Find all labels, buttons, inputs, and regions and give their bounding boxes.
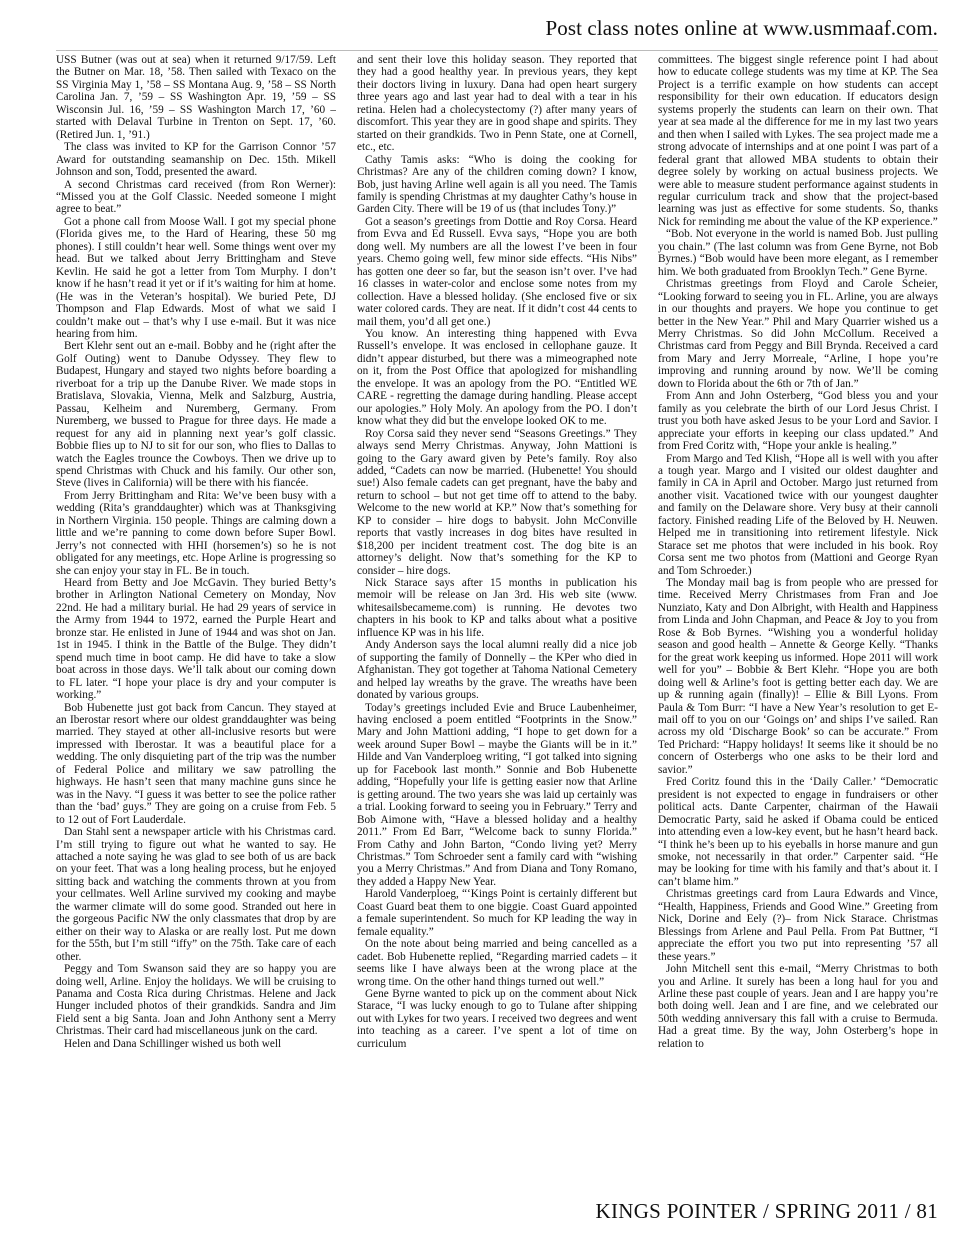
paragraph: On the note about being married and being cancelled as a cadet. Bob Hubenette replied, “Regarding married cadets – it seems like I have always been at the wrong place at the wrong time. On the other hand things turned out well.” xyxy=(357,938,637,988)
header-rule xyxy=(56,50,938,51)
column-1 xyxy=(56,54,336,1196)
paragraph: Roy Corsa said they never send “Seasons Greetings.” They always send Merry Christmas. Anyway, John Mattioni is going to the Gary award given by Pete’s family. Roy also added, “Cadets can now be married. (Hubenette! You should sue!) Also female cadets can get pregnant, have the baby and return to school – but not get time off to attend to the baby. Welcome to the new world at KP.” Now that’s something for KP to consider – hire dogs to babysit. John McConville reports that vastly increases in dog bites have resulted in $18,200 per incident treatment cost. The dog bite is an attorney’s delight. Now that’s something for the KP to consider – hire dogs. xyxy=(357,427,637,577)
paragraph: Cathy Tamis asks: “Who is doing the cooking for Christmas? Are any of the children coming down? I know, Bob, just having Arline well again is all you need. The Tamis family is spending Christmas at my daughter Cathy’s house in Garden City. There will be 19 of us (that includes Tony.)” xyxy=(357,153,637,216)
paragraph: Got a season’s greetings from Dottie and Roy Corsa. Heard from Evva and Ed Russell. Evva says, “Hope you are both dong well. My numbers are all the lowest I’ve been in four years. Chemo going well, few minor side effects. “His Nibs” has gotten one deer so far, but the season isn’t over. I’ve had 16 classes in water-color and enclose some notes from my collection. Have a blessed holiday. (She enclosed five or six water colored cards. They are neat. If it didn’t cost 44 cents to mail them, you’d all get one.) xyxy=(357,215,637,328)
paragraph: Fred Coritz found this in the ‘Daily Caller.’ “Democratic president is not expected to engage in fundraisers or other political acts. Dante Carpenter, chairman of the Hawaii Democratic Party, said he asked if Obama could be enticed into attending even a low-key event, but he hasn’t heard back. “I think he’s been up to his eyeballs in horse manure and gun smoke, not necessarily in that order.” Carpenter said. “He may be looking for time with his family and that’s about it. I can’t blame him.” xyxy=(658,776,938,888)
paragraph: Christmas greetings from Floyd and Carole Scheier, “Looking forward to seeing you in FL. Arline, you are always in our thoughts and prayers. We hope you continue to get better in the New Year.” Phil and Mary Quarrier wished us a Merry Christmas. So did John McCollum. Received a Christmas card from Peggy and Bill Brynda. Received a card from Mary and Jerry Morreale, “Arline, I hope you’re improving and running around by now. We’ll be coming down to Florida about the 6th or 7th of Jan.” xyxy=(658,278,938,390)
paragraph: Bob Hubenette just got back from Cancun. They stayed at an Iberostar resort where our oldest granddaughter was being married. They stayed at other all-inclusive resorts but were impressed with Iberostar. It was a beautiful place for a wedding. The only disquieting part of the trip was the number of Federal Police and military we saw patrolling the highways. He hasn’t seen that many machine guns since he was in the Navy. “I guess it was better to see the police rather than the ‘bad’ guys.” They are going on a cruise from Feb. 5 to 12 out of Fort Lauderdale. xyxy=(56,701,336,826)
header-url-note: Post class notes online at www.usmmaaf.com. xyxy=(545,16,938,40)
paragraph: Bert Klehr sent out an e-mail. Bobby and he (right after the Golf Outing) went to Danube Odyssey. They flew to Budapest, Hungary and stayed two nights before boarding a riverboat for a trip up the Danube River. We made stops in Bratislava, Slovakia, Vienna, Melk and Salzburg, Austria, Passau, Kelheim and Nuremberg, Germany. From Nuremberg, we bussed to Prague for three days. He made a request for any aid in planning next year’s golf classic. Bobbie flies up to NJ to sit for our son, who flies to Dallas to watch the Eagles trounce the Cowboys. Then we drive up to spend Christmas with Chuck and his family. Our other son, Steve (lives in California) will be there with his fiancée. xyxy=(56,340,336,490)
paragraph: Nick Starace says after 15 months in publication his memoir will be release on Jan 3rd. His web site (www. whitesailsbecameme.com) is running. He devotes two chapters in his book to KP and talks about what a positive influence KP was in his life. xyxy=(357,577,637,639)
paragraph: Dan Stahl sent a newspaper article with his Christmas card. I’m still trying to figure out what he wanted to say. He attached a note saying he was glad to see both of us are back on your feet. That was a long healing process, but he enjoyed sitting back and watching the comments thrown at you from your cellmates. Well Arline survived my cooking and maybe the warmer climate will do some good. Stranded out here in the gorgeous Pacific NW the only classmates that drop by are either on their way to Alaska or are really lost. Put me down for the 55th, but I’m still “iffy” on the 75th. Take care of each other. xyxy=(56,826,336,963)
paragraph: USS Butner (was out at sea) when it returned 9/17/59. Left the Butner on Mar. 18, ’58. Then sailed with Texaco on the SS Virginia May 1, ’58 – SS Montana Aug. 9, ’58 – SS North Carolina Jan. 7, ’59 – SS Washington Apr. 19, ’59 – SS Wisconsin Jul. 16, ’59 – SS Washington March 17, ’60 – started with Delaval Turbine in Trenton on Sept. 17, ’60. (Retired Jun. 1, ’91.) xyxy=(56,54,336,141)
paragraph: A second Christmas card received (from Ron Werner): “Missed you at the Golf Classic. Needed someone I might agree to beat.” xyxy=(56,178,336,216)
paragraph: Gene Byrne wanted to pick up on the comment about Nick Starace, “I was lucky enough to go to Tulane after shipping out with Lykes for two years. I received two degrees and went into teaching as a career. I’ve spent a lot of time on curriculum xyxy=(357,987,637,1050)
paragraph: Christmas greetings card from Laura Edwards and Vince, “Health, Happiness, Friends and Good Wine.” Greeting from Nick, Dorine and Eely (?)– from Nick Starace. Christmas Blessings from Arlene and Paul Pella. From Pat Buttner, “I appreciate the effort you two put into representing ’57 all these years.” xyxy=(658,888,938,963)
paragraph: committees. The biggest single reference point I had about how to educate college students was my time at KP. The Sea Project is a terrific example on how students can accept responsibility for their own education. If educators design systems properly the students can learn on their own. That year at sea made al the difference for me in my last two years and then when I sailed with Lykes. The sea project made me a strong advocate of internships and at one point I was part of a federal grant that allowed MBA students to obtain their degree solely by working on actual business projects. We were able to measure student performance against students in regular curriculum track and show that the project-based learning was just as effective for some students. So, thanks Nick for reminding me about the value of the KP experience.” xyxy=(658,54,938,228)
paragraph: From Jerry Brittingham and Rita: We’ve been busy with a wedding (Rita’s granddaughter) which was at Thanksgiving in Northern Virginia. 150 people. Things are calming down a little and we’re panning to come down before Super Bowl. Jerry’s not connected with HHI (horsemen’s) so he is not obligated for any meetings, etc. Hope Arline is progressing so she can enjoy your stay in FL. Be in touch. xyxy=(56,489,336,577)
paragraph: John Mitchell sent this e-mail, “Merry Christmas to both you and Arline. It surely has been a long haul for you and Arline these past couple of years. Jean and I are happy you’re both doing well. Jean and I are fine, and we celebrated our 50th wedding anniversary this fall with a cruise to Bermuda. Had a great time. By the way, John Osterberg’s hope in relation to xyxy=(658,963,938,1050)
article-columns xyxy=(56,54,938,1196)
paragraph: From Margo and Ted Klish, “Hope all is well with you after a tough year. Margo and I visited our oldest daughter and family in CA in April and October. Margo just returned from another visit. Vacationed twice with our youngest daughter and family on the Delaware shore. Very busy at their cannoli factory. Finished reading Life of the Beloved by H. Neuwen. Helped me in transitioning into retirement lifestyle. Nick Starace set me photos that were included in his book. Roy Corsa sent me two photos from (Mattioni and George Ryan and Tom Schroeder.) xyxy=(658,452,938,577)
page-folio: KINGS POINTER / SPRING 2011 / 81 xyxy=(595,1199,938,1223)
paragraph: The class was invited to KP for the Garrison Connor ’57 Award for outstanding seamanship on Dec. 15th. Mikell Johnson and son, Todd, presented the award. xyxy=(56,141,336,179)
column-3 xyxy=(658,54,938,1196)
paragraph: “Bob. Not everyone in the world is named Bob. Just pulling you chain.” (The last column was from Gene Byrne, not Bob Byrnes.) “Bob would have been more elegant, as I remember him. We both graduated from Brooklyn Tech.” Gene Byrne. xyxy=(658,228,938,278)
paragraph: Heard from Betty and Joe McGavin. They buried Betty’s brother in Arlington National Cemetery on Monday, Nov 22nd. He had a military burial. He had 29 years of service in the Army from 1944 to 1972, earned the Purple Heart and bronze star. He enlisted in June of 1944 and was shot on Jan. 1st in 1945. I think in the Battle of the Bulge. They didn’t spend much time in boot camp. He did have to take a slow boat across in those days. We’ll talk about our coming down to FL later. “I hope your place is dry and your computer is working.” xyxy=(56,577,336,702)
paragraph: Andy Anderson says the local alumni really did a nice job of supporting the family of Donnelly – the KPer who died in Afghanistan. They got together at Tahoma National Cemetery and helped lay wreaths by the grave. The wreaths have been donated by various groups. xyxy=(357,639,637,702)
paragraph: Harold Vanderploeg, “‘Kings Point is certainly different but Coast Guard beat them to one biggie. Coast Guard appointed a female superintendent. So much for KP leading the way in female equality.” xyxy=(357,888,637,938)
paragraph: Got a phone call from Moose Wall. I got my special phone (Florida gives me, to the Hard of Hearing, these 50 mg phones). I still couldn’t hear well. Some things went over my head. But we talked about Jerry Brittingham and Steve Kevlin. He said he got a letter from Tom Murphy. I don’t know if he hasn’t read it yet or if it’s waiting for him at home. (He was in the Veteran’s hospital). We buried Pete, DJ Thompson and Flap Edwards. Most of what we said I couldn’t make out – that’s why I use e-mail. But it was nice hearing from him. xyxy=(56,215,336,340)
paragraph: Helen and Dana Schillinger wished us both well xyxy=(64,1037,282,1050)
paragraph: The Monday mail bag is from people who are pressed for time. Received Merry Christmases from Fran and Joe Nunziato, Katy and Don Albright, with Health and Happiness from Linda and John Chapman, and Peace & Joy to you from Rose & Bob Byrnes. “Wishing you a wonderful holiday season and good health – Annette & George Kelly. “Thanks for the great work keeping us informed. Hope 2011 will work well for you” – Bobbie & Bert Klehr. “Hope you are both doing well & Arline’s foot is getting better each day. We are up & running again (finally)! – Ellie & Bill Lyons. From Paula & Tom Burr: “I have a New Year’s resolution to get E-mail off to you on our ‘Goings on’ and ships I’ve sailed. Ran across my old ‘Discharge Book’ so can be accurate.” From Ted Prichard: “Happy holidays! It seems like it should be no concern of Osterbergs who one asks to be their lord and savior.” xyxy=(658,577,938,776)
paragraph: Peggy and Tom Swanson said they are so happy you are doing well, Arline. Enjoy the holidays. We will be cruising to Panama and Costa Rica during Christmas. Helene and Jack Hunger included photos of their grandkids. Sandra and Jim Field sent a big Santa. Joan and John Anthony sent a Merry Christmas. Their card had miscellaneous junk on the card. xyxy=(56,963,336,1038)
paragraph: Today’s greetings included Evie and Bruce Laubenheimer, having enclosed a poem entitled “Footprints in the Snow.” Mary and John Mattioni adding, “I hope to get down for a week around Super Bowl – maybe the Giants will be in it.” Hilde and Van Vanderploeg writing, “I got talked into signing up for Facebook last month.” Sonnie and Bob Hubenette adding, “Hopefully your life is getting easier now that Arline is getting around. The two years she was laid up certainly was a trial. Looking forward to seeing you in February.” Terry and Bob Aimone with, “Have a blessed holiday and a healthy 2011.” From Ed Barr, “Welcome back to sunny Florida.” From Cathy and John Barton, “Condo living yet? Merry Christmas.” Tom Schroeder sent a family card with “wishing you a Merry Christmas.” And from Diana and Tony Romano, they added a Happy New Year. xyxy=(357,701,637,888)
paragraph: and sent their love this holiday season. They reported that they had a good healthy year. In previous years, they kept their doctors living in luxury. Dana had open heart surgery three years ago and last year had to deal with a tear in his retina. Helen had a cholecystectomy (?) after many years of discomfort. This year they are in good shape and spirits. They started on their grandkids. Two in Penn State, one at Cornell, etc., etc. xyxy=(357,54,637,154)
column-2 xyxy=(357,54,637,1196)
paragraph: You know. An interesting thing happened with Evva Russell’s envelope. It was enclosed in cellophane gauze. It didn’t appear disturbed, but there was a mimeographed note on it, from the Post Office that apologized for mishandling the envelope. It was an apology from the PO. “Entitled WE CARE - regretting the damage during handling. Please accept our apologies.” Holy Moly. An apology from the PO. I don’t know what they did but the envelope looked OK to me. xyxy=(357,327,637,428)
paragraph: From Ann and John Osterberg, “God bless you and your family as you celebrate the birth of our Lord Jesus Christ. I trust you both have asked Jesus to be your Lord and Savior. I appreciate your efforts in keeping our class updated.” And from Fred Coritz with, “Hope your ankle is healing.” xyxy=(658,390,938,453)
